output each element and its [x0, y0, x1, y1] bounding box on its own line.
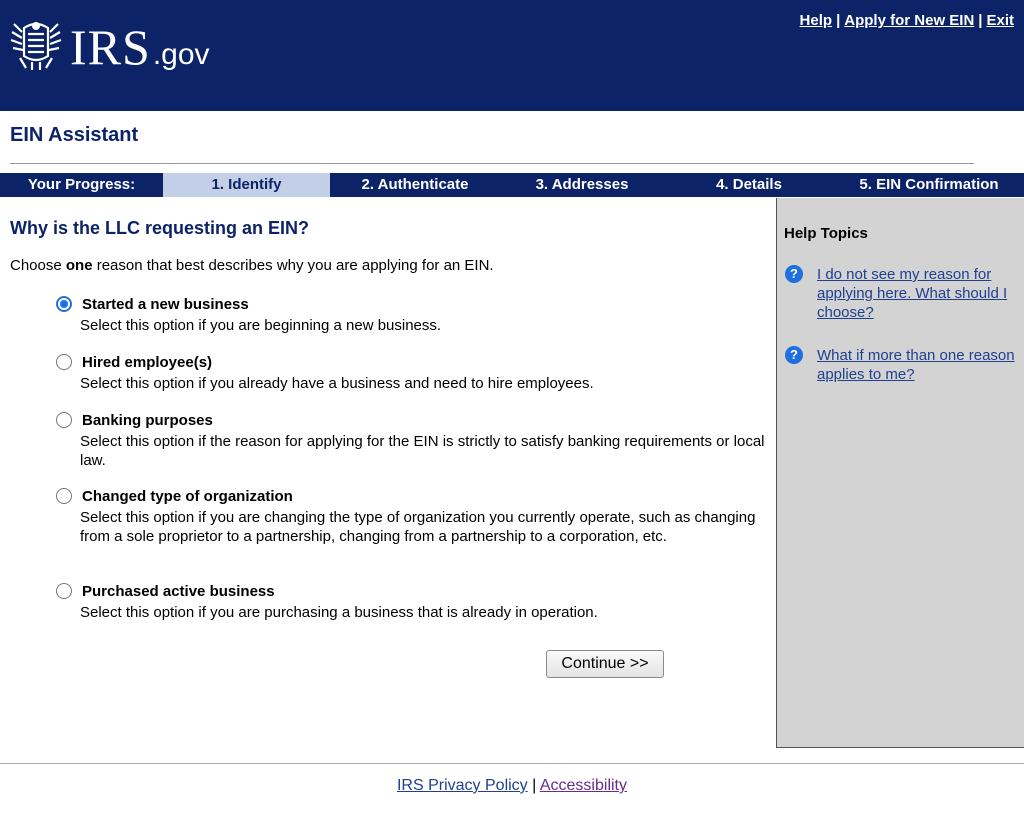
radio-changed-organization[interactable] — [56, 488, 72, 504]
progress-step-identify: 1. Identify — [163, 173, 330, 197]
logo-irs-text: IRS — [70, 19, 151, 75]
footer — [0, 777, 1024, 795]
radio-banking-purposes[interactable] — [56, 412, 72, 428]
progress-step-details: 4. Details — [716, 176, 782, 193]
help-link-reason-not-listed[interactable]: I do not see my reason for applying here. What should I choose? — [817, 266, 1008, 321]
question-icon: ? — [785, 346, 803, 364]
progress-bar — [0, 173, 1024, 197]
option-description: Select this option if you are beginning a new business. — [80, 317, 442, 334]
option-label[interactable]: Changed type of organization — [82, 488, 293, 505]
top-links — [800, 12, 1014, 29]
footer-separator: | — [532, 777, 537, 794]
site-header — [0, 0, 1024, 111]
radio-hired-employees[interactable] — [56, 354, 72, 370]
progress-label: Your Progress: — [27, 176, 136, 193]
question-title: Why is the LLC requesting an EIN? — [10, 218, 310, 238]
option-description: Select this option if you already have a business and need to hire employees. — [80, 375, 594, 392]
option-label[interactable]: Banking purposes — [82, 412, 213, 429]
help-link-multiple-reasons[interactable]: What if more than one reason applies to me? — [817, 347, 1015, 383]
help-sidebar — [776, 198, 1024, 748]
progress-step-addresses: 3. Addresses — [535, 176, 629, 193]
intro-emphasis: one — [65, 257, 93, 274]
radio-purchased-business[interactable] — [56, 583, 72, 599]
apply-new-ein-link[interactable]: Apply for New EIN — [844, 12, 975, 29]
link-separator: | — [836, 12, 841, 29]
intro-text: reason that best describes why you are applying for an EIN. — [92, 257, 494, 274]
accessibility-link[interactable]: Accessibility — [539, 777, 627, 794]
page-title: EIN Assistant — [10, 124, 139, 146]
question-intro — [10, 257, 710, 274]
progress-step-confirmation: 5. EIN Confirmation — [859, 176, 999, 193]
option-description: Select this option if the reason for applying for the EIN is strictly to satisfy banking requirements or local law. — [80, 433, 765, 469]
radio-new-business[interactable] — [56, 296, 72, 312]
footer-divider — [0, 763, 1024, 764]
title-divider — [10, 163, 974, 164]
continue-button[interactable]: Continue >> — [546, 650, 664, 678]
option-description: Select this option if you are changing the type of organization you currently operate, such as changing from a sole proprietor to a partnership, changing from a partnership to a corporation, etc. — [80, 509, 756, 545]
option-description: Select this option if you are purchasing a business that is already in operation. — [80, 604, 598, 621]
eagle-icon — [8, 18, 64, 72]
link-separator: | — [978, 12, 983, 29]
option-label[interactable]: Started a new business — [82, 296, 249, 313]
question-icon: ? — [785, 265, 803, 283]
privacy-policy-link[interactable]: IRS Privacy Policy — [396, 777, 528, 794]
help-link[interactable]: Help — [799, 12, 833, 29]
logo-gov-text: .gov — [152, 38, 210, 71]
option-label[interactable]: Hired employee(s) — [82, 354, 213, 371]
option-label[interactable]: Purchased active business — [82, 583, 275, 600]
intro-text: Choose — [10, 257, 66, 274]
help-topics-title: Help Topics — [784, 225, 868, 242]
irs-logo[interactable] — [8, 18, 210, 75]
progress-step-authenticate: 2. Authenticate — [361, 176, 469, 193]
exit-link[interactable]: Exit — [986, 12, 1014, 29]
